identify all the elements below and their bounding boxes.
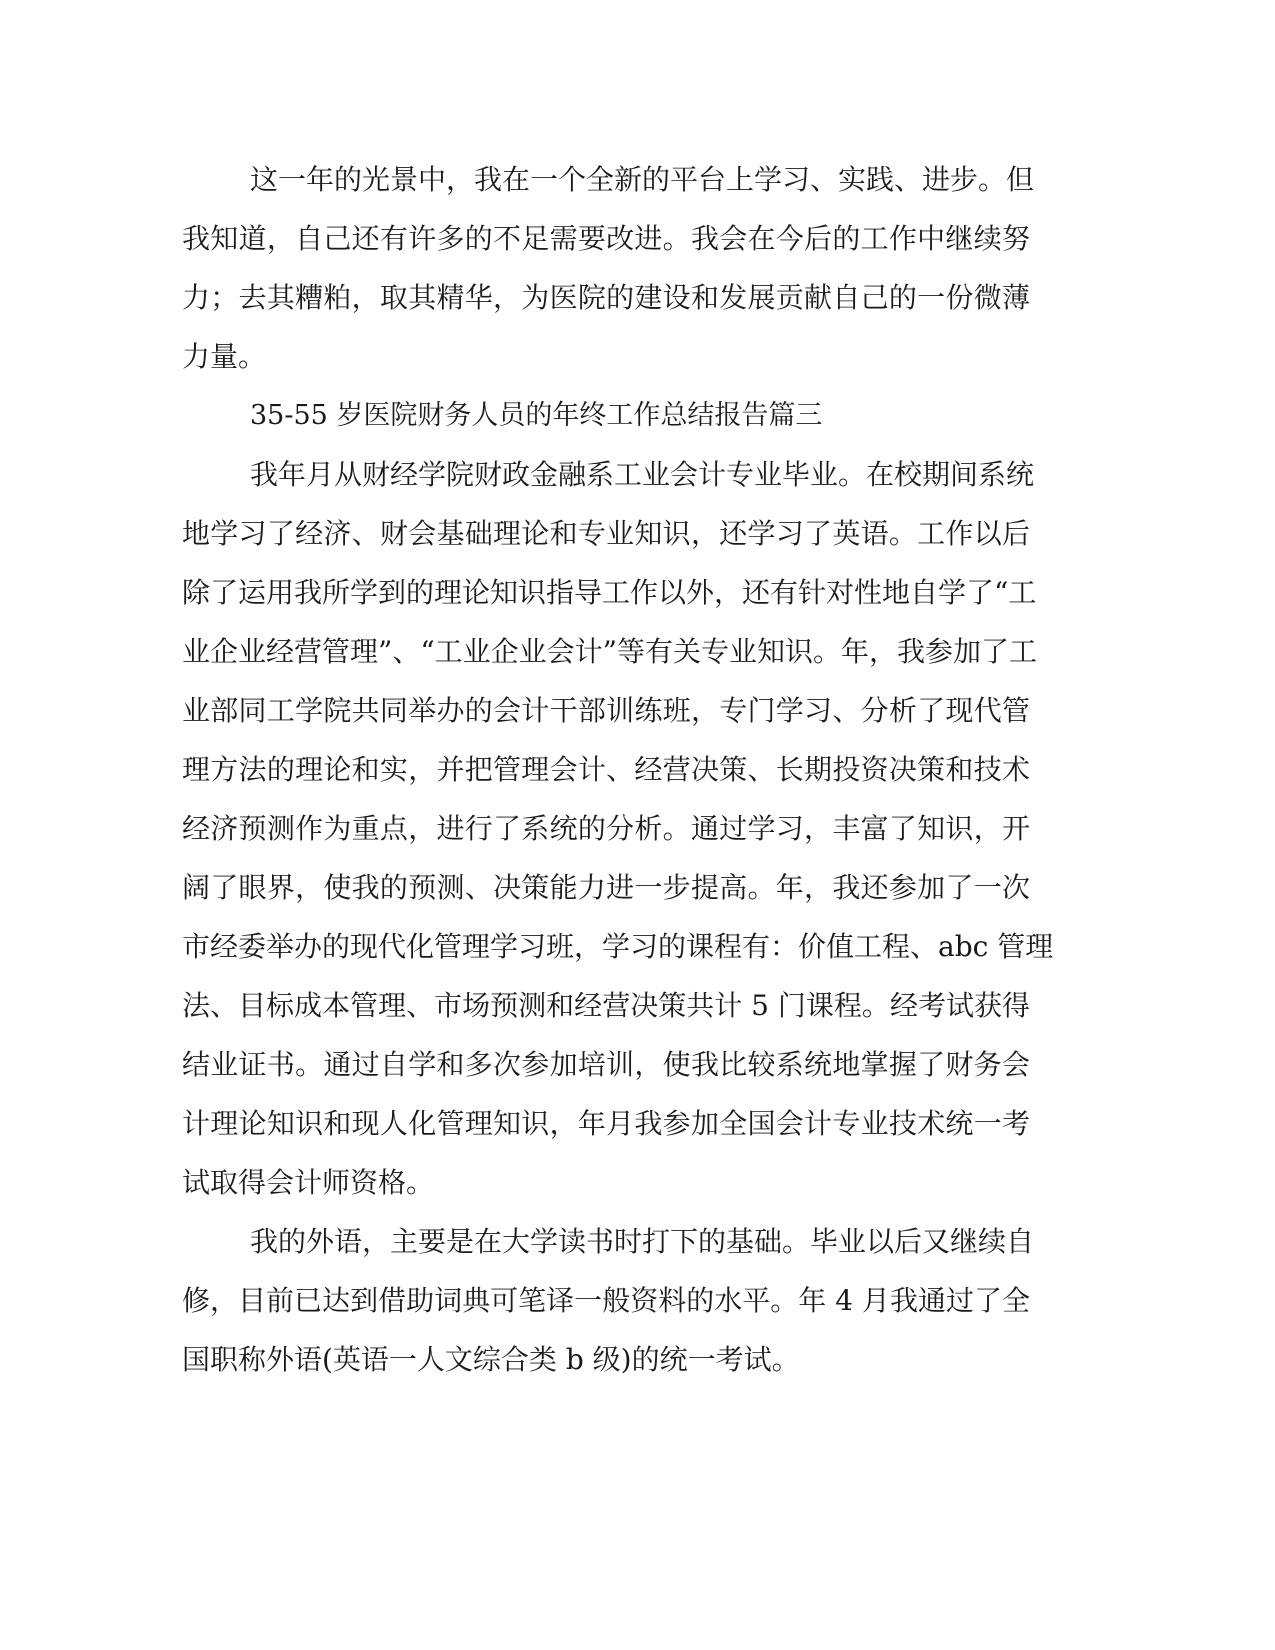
text-line: 阔了眼界，使我的预测、决策能力进一步提高。年，我还参加了一次 bbox=[182, 871, 1030, 904]
text-line: 经济预测作为重点，进行了系统的分析。通过学习，丰富了知识，开 bbox=[182, 812, 1030, 845]
paragraph-1 bbox=[182, 150, 1035, 386]
text-line: 地学习了经济、财会基础理论和专业知识，还学习了英语。工作以后 bbox=[182, 517, 1030, 550]
paragraph-3 bbox=[182, 1212, 1035, 1389]
text-line: 试取得会计师资格。 bbox=[182, 1166, 435, 1199]
text-line: 结业证书。通过自学和多次参加培训，使我比较系统地掌握了财务会 bbox=[182, 1048, 1030, 1081]
text-line: 业部同工学院共同举办的会计干部训练班，专门学习、分析了现代管 bbox=[182, 694, 1030, 727]
text-line: 法、目标成本管理、市场预测和经营决策共计 5 门课程。经考试获得 bbox=[182, 989, 1030, 1022]
section-heading: 35-55 岁医院财务人员的年终工作总结报告篇三 bbox=[250, 400, 823, 431]
text-line: 我年月从财经学院财政金融系工业会计专业毕业。在校期间系统 bbox=[250, 458, 1035, 491]
text-line: 这一年的光景中，我在一个全新的平台上学习、实践、进步。但 bbox=[250, 163, 1035, 196]
text-line: 我知道，自己还有许多的不足需要改进。我会在今后的工作中继续努 bbox=[182, 222, 1030, 255]
text-line: 计理论知识和现人化管理知识，年月我参加全国会计专业技术统一考 bbox=[182, 1107, 1030, 1140]
text-line: 除了运用我所学到的理论知识指导工作以外，还有针对性地自学了“工 bbox=[182, 576, 1037, 609]
text-line: 市经委举办的现代化管理学习班，学习的课程有：价值工程、abc 管理 bbox=[182, 930, 1054, 963]
text-line: 国职称外语(英语一人文综合类 b 级)的统一考试。 bbox=[182, 1343, 800, 1376]
text-line: 我的外语，主要是在大学读书时打下的基础。毕业以后又继续自 bbox=[250, 1225, 1035, 1258]
document-page bbox=[182, 150, 1054, 1389]
paragraph-2 bbox=[182, 445, 1054, 1212]
text-line: 理方法的理论和实，并把管理会计、经营决策、长期投资决策和技术 bbox=[182, 753, 1030, 786]
text-line: 业企业经营管理”、“工业企业会计”等有关专业知识。年，我参加了工 bbox=[182, 635, 1037, 668]
text-line: 修，目前已达到借助词典可笔译一般资料的水平。年 4 月我通过了全 bbox=[182, 1284, 1030, 1317]
text-line: 力；去其糟粕，取其精华，为医院的建设和发展贡献自己的一份微薄 bbox=[182, 281, 1030, 314]
text-line: 力量。 bbox=[182, 340, 267, 373]
